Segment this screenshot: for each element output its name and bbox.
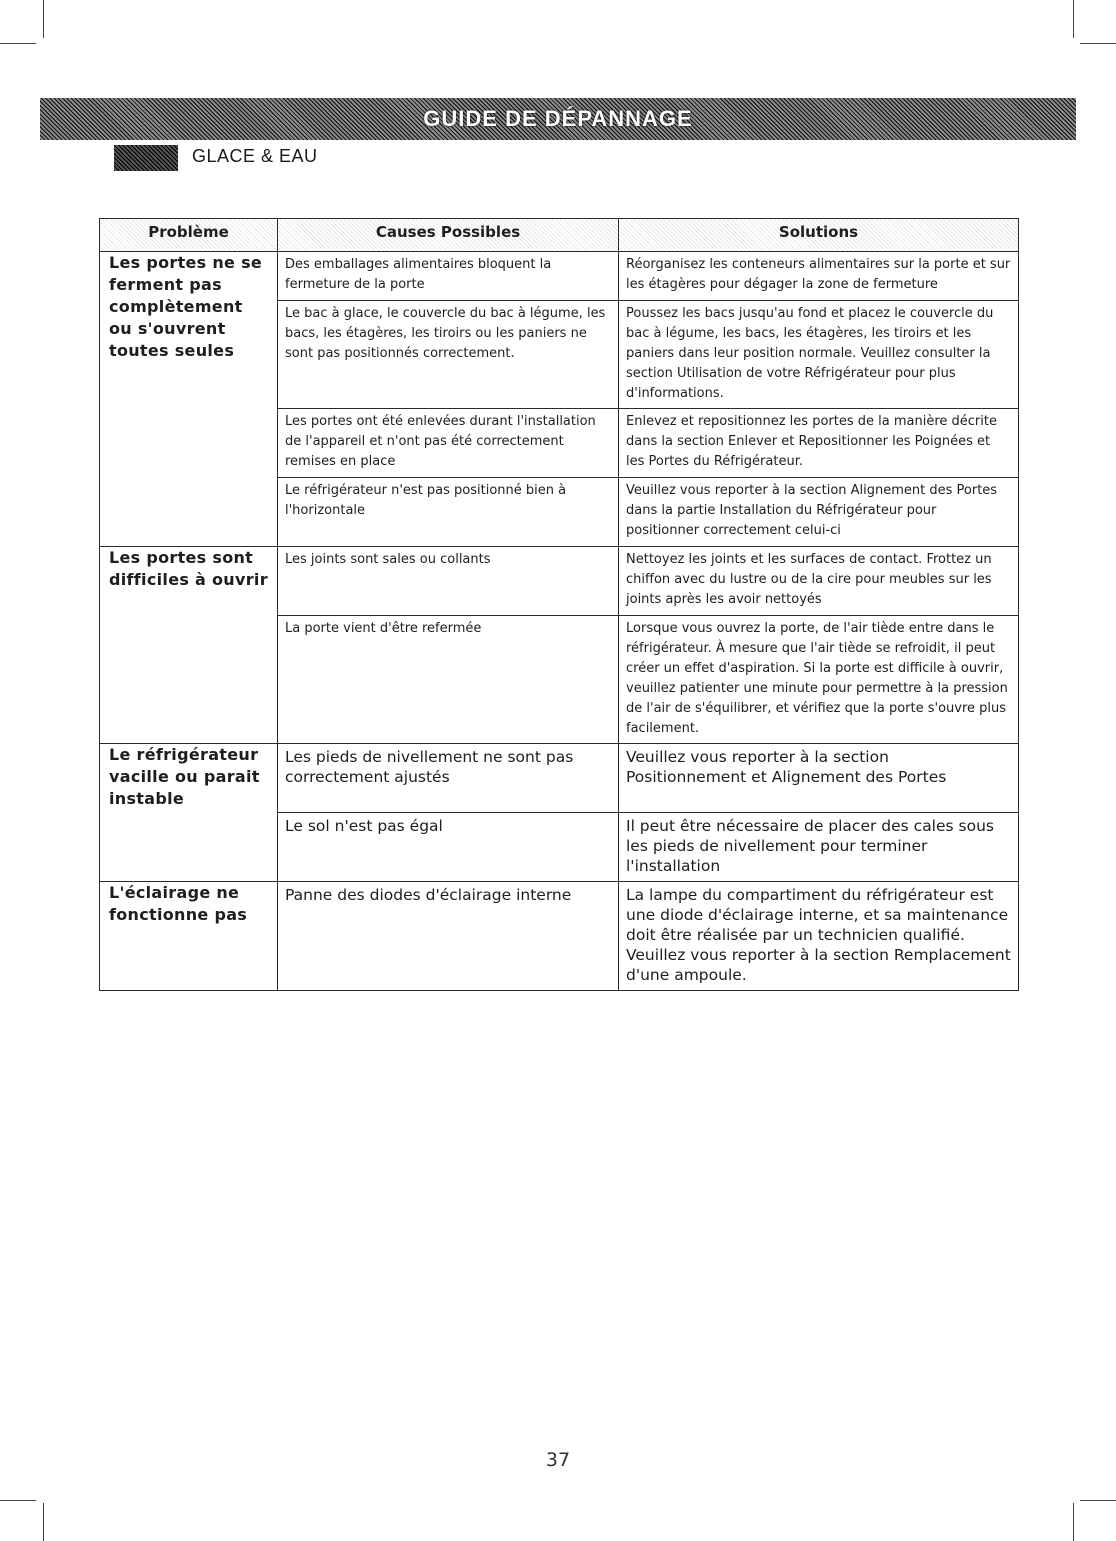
section-title: GLACE & EAU bbox=[192, 146, 318, 166]
crop-mark bbox=[1080, 43, 1116, 44]
cause-cell: Le sol n'est pas égal bbox=[278, 813, 619, 882]
problem-cell: Le réfrigérateur vacille ou parait instable bbox=[100, 744, 278, 882]
cause-cell: Le réfrigérateur n'est pas positionné bien à l'horizontale bbox=[278, 478, 619, 547]
table-row bbox=[100, 744, 1019, 813]
header-probleme: Problème bbox=[100, 219, 278, 252]
solution-cell: Veuillez vous reporter à la section Positionnement et Alignement des Portes bbox=[619, 744, 1019, 813]
table-header-row bbox=[100, 219, 1019, 252]
solution-cell: Veuillez vous reporter à la section Alignement des Portes dans la partie Installation du Réfrigérateur pour positionner correctement celui-ci bbox=[619, 478, 1019, 547]
table-row bbox=[100, 252, 1019, 301]
table-row bbox=[100, 882, 1019, 991]
cause-cell: La porte vient d'être refermée bbox=[278, 616, 619, 744]
solution-cell: Réorganisez les conteneurs alimentaires sur la porte et sur les étagères pour dégager la zone de fermeture bbox=[619, 252, 1019, 301]
solution-cell: Poussez les bacs jusqu'au fond et placez le couvercle du bac à légume, les bacs, les étagères, les tiroirs et les paniers dans leur position normale. Veuillez consulter la section Utilisation de votre Réfrigérateur pour plus d'informations. bbox=[619, 301, 1019, 409]
page-title: GUIDE DE DÉPANNAGE bbox=[423, 106, 693, 131]
troubleshooting-table bbox=[99, 218, 1019, 991]
problem-cell: Les portes ne se ferment pas complètement ou s'ouvrent toutes seules bbox=[100, 252, 278, 547]
header-banner bbox=[40, 98, 1076, 140]
cause-cell: Des emballages alimentaires bloquent la fermeture de la porte bbox=[278, 252, 619, 301]
group-portes-fermeture bbox=[100, 252, 1019, 547]
problem-cell: Les portes sont difficiles à ouvrir bbox=[100, 547, 278, 744]
group-portes-difficiles bbox=[100, 547, 1019, 744]
solution-cell: Nettoyez les joints et les surfaces de contact. Frottez un chiffon avec du lustre ou de la cire pour meubles sur les joints après les avoir nettoyés bbox=[619, 547, 1019, 616]
crop-mark bbox=[1073, 0, 1074, 38]
crop-mark bbox=[0, 43, 36, 44]
section-marker bbox=[114, 145, 178, 171]
table-row bbox=[100, 547, 1019, 616]
crop-mark bbox=[43, 1503, 44, 1541]
cause-cell: Les pieds de nivellement ne sont pas correctement ajustés bbox=[278, 744, 619, 813]
solution-cell: La lampe du compartiment du réfrigérateur est une diode d'éclairage interne, et sa maintenance doit être réalisée par un technicien qualifié. Veuillez vous reporter à la section Remplacement d'une ampoule. bbox=[619, 882, 1019, 991]
solution-cell: Lorsque vous ouvrez la porte, de l'air tiède entre dans le réfrigérateur. À mesure que l'air tiède se refroidit, il peut créer un effet d'aspiration. Si la porte est difficile à ouvrir, veuillez patienter une minute pour permettre à la pression de l'air de s'équilibrer, et vérifiez que la porte s'ouvre plus facilement. bbox=[619, 616, 1019, 744]
cause-cell: Les joints sont sales ou collants bbox=[278, 547, 619, 616]
cause-cell: Panne des diodes d'éclairage interne bbox=[278, 882, 619, 991]
crop-mark bbox=[43, 0, 44, 38]
crop-mark bbox=[1073, 1503, 1074, 1541]
group-vacille bbox=[100, 744, 1019, 882]
cause-cell: Les portes ont été enlevées durant l'installation de l'appareil et n'ont pas été correctement remises en place bbox=[278, 409, 619, 478]
solution-cell: Il peut être nécessaire de placer des cales sous les pieds de nivellement pour terminer l'installation bbox=[619, 813, 1019, 882]
problem-cell: L'éclairage ne fonctionne pas bbox=[100, 882, 278, 991]
crop-mark bbox=[0, 1500, 36, 1501]
header-causes: Causes Possibles bbox=[278, 219, 619, 252]
page-number: 37 bbox=[545, 1449, 571, 1471]
solution-cell: Enlevez et repositionnez les portes de la manière décrite dans la section Enlever et Repositionner les Poignées et les Portes du Réfrigérateur. bbox=[619, 409, 1019, 478]
crop-mark bbox=[1080, 1500, 1116, 1501]
group-eclairage bbox=[100, 882, 1019, 991]
header-solutions: Solutions bbox=[619, 219, 1019, 252]
cause-cell: Le bac à glace, le couvercle du bac à légume, les bacs, les étagères, les tiroirs ou les paniers ne sont pas positionnés correctement. bbox=[278, 301, 619, 409]
